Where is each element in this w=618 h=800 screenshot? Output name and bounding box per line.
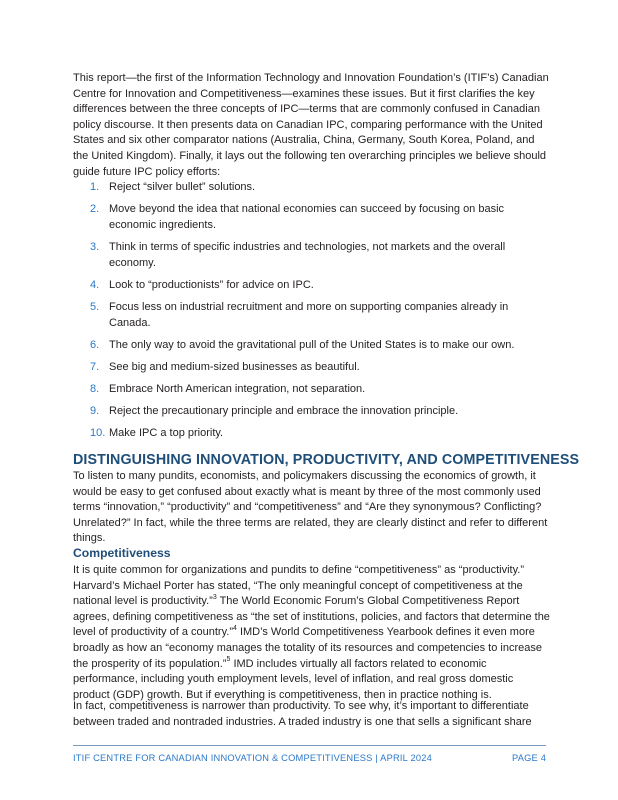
- footnote-ref[interactable]: 4: [232, 624, 237, 632]
- list-item: [73, 338, 551, 354]
- subheading-competitiveness: Competitiveness: [73, 546, 171, 560]
- list-item: [73, 382, 551, 398]
- list-item: [73, 360, 551, 376]
- text-run: It is quite common for organizations and pundits to define “competitiveness” as “productivity.” Harvard’s Michael Porter has stated, “The only meaningful concept of competitiveness at the national level is productivity.”: [73, 564, 525, 608]
- list-item: [73, 202, 551, 233]
- principles-list: [73, 180, 551, 449]
- list-number: 10.: [90, 427, 106, 440]
- list-item-text: Reject “silver bullet” solutions.: [109, 181, 256, 193]
- list-item-text: The only way to avoid the gravitational pull of the United States is to make our own.: [109, 338, 515, 351]
- narrower-paragraph: In fact, competitiveness is narrower than productivity. To see why, it’s important to differentiate between traded and nontraded industries. A traded industry is one that sells a significant share: [73, 700, 532, 728]
- list-item: [73, 240, 551, 271]
- intro-paragraph: This report—the first of the Information Technology and Innovation Foundation’s (ITIF’s) Canadian Centre for Innovation and Competitiveness—examines these issues. But it first clarifies the key differences between the three concepts of IPC—terms that are commonly confused in Canadian policy discourse. It then presents data on Canadian IPC, comparing performance with the United States and six other comparator nations (Australia, China, Germany, South Korea, Poland, and the United Kingdom). Finally, it lays out the following ten overarching principles we believe should guide future IPC policy efforts:: [73, 72, 549, 178]
- list-item-text: Reject the precautionary principle and embrace the innovation principle.: [109, 405, 459, 418]
- list-number: 9.: [90, 405, 100, 418]
- list-item-text: Look to “productionists” for advice on IPC.: [109, 278, 314, 291]
- text-run: IMD’s World Competitiveness Yearbook defines it even more broadly as how an “economy manages the totality of its resources and competencies to increase the prosperity of its population.”: [73, 626, 542, 670]
- list-item-text: See big and medium-sized businesses as beautiful.: [109, 360, 360, 373]
- list-item-text: Think in terms of specific industries and technologies, not markets and the overall economy.: [109, 240, 506, 269]
- footer-title: ITIF CENTRE FOR CANADIAN INNOVATION & COMPETITIVENESS | APRIL 2024: [73, 753, 432, 763]
- list-number: 7.: [90, 360, 100, 373]
- competitiveness-paragraph: [73, 563, 551, 703]
- list-number: 8.: [90, 383, 100, 396]
- list-item: [73, 426, 551, 442]
- list-item: [73, 300, 551, 331]
- section-paragraph: To listen to many pundits, economists, and policymakers discussing the economics of growth, it would be easy to get confused about exactly what is meant by three of the most commonly used terms “innovation,” “productivity” and “competitiveness” and “Are they synonymous? Conflicting? Unrelated?” In fact, while the three terms are related, they are clearly distinct and refer to different things.: [73, 470, 548, 545]
- footer-divider: [73, 745, 546, 746]
- list-item-text: Move beyond the idea that national economies can succeed by focusing on basic economic ingredients.: [109, 203, 505, 231]
- list-item: [73, 404, 551, 420]
- list-number: 5.: [90, 300, 100, 313]
- list-item-text: Embrace North American integration, not separation.: [109, 383, 366, 396]
- list-number: 4.: [90, 278, 100, 291]
- list-number: 3.: [90, 240, 100, 253]
- section-heading: DISTINGUISHING INNOVATION, PRODUCTIVITY, AND COMPETITIVENESS: [73, 452, 580, 468]
- list-number: 2.: [90, 203, 100, 216]
- footnote-ref[interactable]: 5: [226, 655, 231, 663]
- list-number: 6.: [90, 338, 100, 351]
- list-item-text: Focus less on industrial recruitment and more on supporting companies already in Canada.: [109, 300, 509, 329]
- list-item: [73, 180, 551, 196]
- page-number: PAGE 4: [512, 753, 547, 763]
- list-item: [73, 278, 551, 294]
- text-run: IMD includes virtually all factors related to economic performance, including youth employment levels, level of inflation, and real gross domestic product (GDP) growth. But if everything is competitiveness, then in practice nothing is.: [73, 657, 514, 701]
- footnote-ref[interactable]: 3: [212, 593, 217, 601]
- list-number: 1.: [90, 181, 100, 193]
- list-item-text: Make IPC a top priority.: [109, 427, 224, 440]
- text-run: The World Economic Forum’s Global Competitiveness Report agrees, defining competitiveness as “the set of institutions, policies, and factors that determine the level of productivity of a country.”: [73, 595, 550, 639]
